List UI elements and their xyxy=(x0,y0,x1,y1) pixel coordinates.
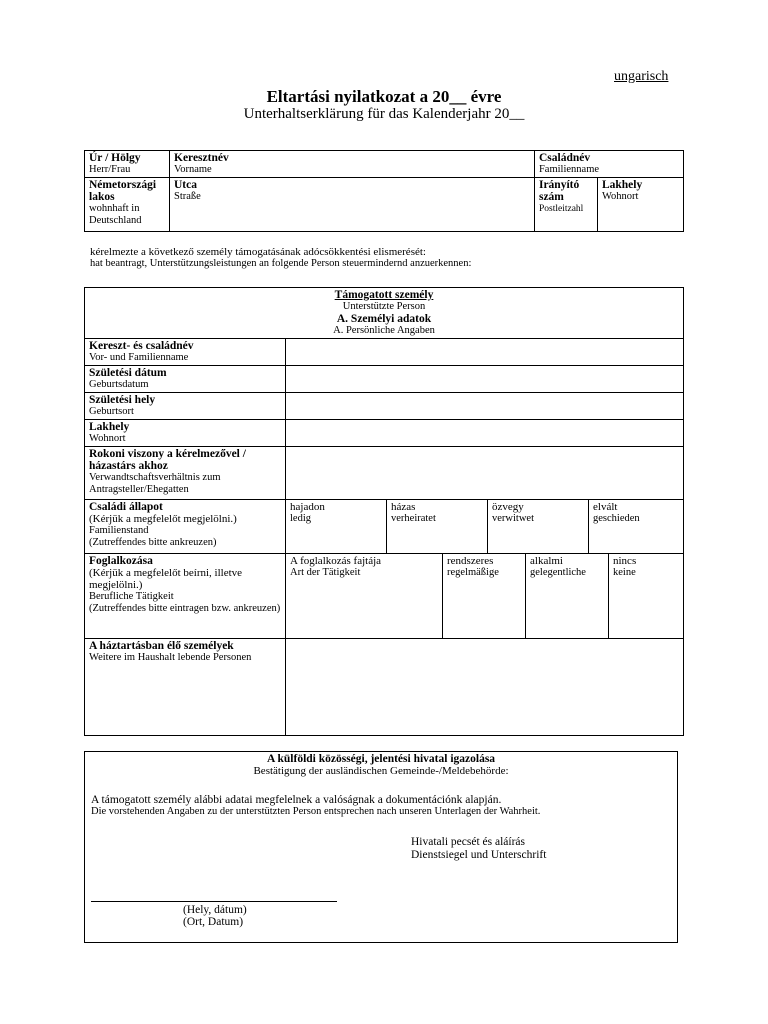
seal-label-hu: Hivatali pecsét és aláírás xyxy=(411,836,525,848)
row-label-de: Vor- und Familienname xyxy=(89,352,189,363)
place-date-label-de: (Ort, Datum) xyxy=(183,916,244,928)
row-label-name xyxy=(85,339,286,366)
option-label-hu: házas xyxy=(391,501,416,513)
marital-option-widowed[interactable] xyxy=(488,500,589,554)
resident-label-de: wohnhaft in Deutschland xyxy=(89,203,142,226)
applicant-table xyxy=(84,150,684,232)
option-label-de: gelegentliche xyxy=(530,567,586,578)
occupation-type-field[interactable] xyxy=(286,554,443,638)
title-label-de: Herr/Frau xyxy=(89,164,131,175)
option-label-de: keine xyxy=(613,567,636,578)
resident-cell xyxy=(85,178,170,232)
row-label-birthdate xyxy=(85,366,286,393)
row-label-residence xyxy=(85,420,286,447)
row-label-hu: Kereszt- és családnév xyxy=(89,340,194,352)
intro-text xyxy=(90,246,471,270)
place-date-label-hu: (Hely, dátum) xyxy=(183,904,247,916)
marital-hint-hu: (Kérjük a megfelelőt megjelölni.) xyxy=(89,513,237,525)
option-label-de: verwitwet xyxy=(492,513,534,524)
row-label-birthplace xyxy=(85,393,286,420)
section-a-hu: A. Személyi adatok xyxy=(336,313,432,325)
city-cell[interactable] xyxy=(597,178,683,232)
field-birthplace[interactable] xyxy=(286,393,684,420)
page-subtitle: Unterhaltserklärung für das Kalenderjahr 20__ xyxy=(243,106,525,122)
firstname-label-hu: Keresztnév xyxy=(174,152,229,164)
title-cell[interactable] xyxy=(85,151,170,178)
row-label-marital xyxy=(85,500,286,554)
field-household[interactable] xyxy=(286,639,684,736)
language-label: ungarisch xyxy=(614,69,669,84)
marital-option-single[interactable] xyxy=(286,500,387,554)
occupation-option-occasional[interactable] xyxy=(526,554,609,638)
firstname-label-de: Vorname xyxy=(174,164,212,175)
confirmation-heading-de: Bestätigung der ausländischen Gemeinde-/Meldebehörde: xyxy=(253,765,509,777)
supported-person-table xyxy=(84,287,684,736)
row-label-de: Geburtsort xyxy=(89,406,134,417)
marital-label-hu: Családi állapot xyxy=(89,501,163,513)
firstname-cell[interactable] xyxy=(170,151,535,178)
household-label-hu: A háztartásban élő személyek xyxy=(89,640,234,652)
supported-heading-de: Unterstützte Person xyxy=(342,301,426,312)
street-label-hu: Utca xyxy=(174,179,197,191)
option-label-de: verheiratet xyxy=(391,513,436,524)
option-label-hu: hajadon xyxy=(290,501,325,513)
occupation-options xyxy=(286,554,684,639)
option-label-hu: özvegy xyxy=(492,501,524,513)
zip-label-hu: Irányító szám xyxy=(538,179,580,203)
intro-hu: kérelmezte a következő személy támogatásának adócsökkentési elismerését: xyxy=(90,246,426,258)
marital-option-divorced[interactable] xyxy=(589,500,684,554)
row-label-de: Wohnort xyxy=(89,433,126,444)
row-label-de: Verwandtschaftsverhältnis zum Antragsteller/Ehegatten xyxy=(89,472,221,495)
signature-line[interactable] xyxy=(91,901,337,902)
row-label-hu: Születési hely xyxy=(89,394,156,406)
confirmation-text-hu: A támogatott személy alábbi adatai megfelelnek a valóságnak a dokumentációnk alapján. xyxy=(91,794,502,806)
option-label-de: ledig xyxy=(290,513,311,524)
option-label-hu: rendszeres xyxy=(447,555,494,567)
row-label-relationship xyxy=(85,447,286,500)
street-cell[interactable] xyxy=(170,178,535,232)
resident-label-hu: Németországi lakos xyxy=(89,179,157,203)
row-label-hu: Rokoni viszony a kérelmezővel / házastárs akhoz xyxy=(89,448,246,472)
option-label-hu: nincs xyxy=(613,555,637,567)
field-birthdate[interactable] xyxy=(286,366,684,393)
section-a-de: A. Persönliche Angaben xyxy=(333,325,435,336)
field-residence[interactable] xyxy=(286,420,684,447)
title-label-hu: Úr / Hölgy xyxy=(89,152,141,164)
city-label-hu: Lakhely xyxy=(601,179,643,191)
option-label-hu: elvált xyxy=(593,501,618,513)
option-label-de: Art der Tätigkeit xyxy=(290,567,361,578)
occupation-label-de: Berufliche Tätigkeit xyxy=(89,591,174,602)
marital-label-de: Familienstand xyxy=(89,525,149,536)
authority-confirmation-box xyxy=(84,751,678,943)
option-label-hu: A foglalkozás fajtája xyxy=(290,555,382,567)
confirmation-text-de: Die vorstehenden Angaben zu der unterstützten Person entsprechen nach unseren Unterlagen der Wahrheit. xyxy=(91,806,541,817)
field-full-name[interactable] xyxy=(286,339,684,366)
occupation-option-regular[interactable] xyxy=(443,554,526,638)
marital-option-married[interactable] xyxy=(387,500,488,554)
intro-de: hat beantragt, Unterstützungsleistungen an folgende Person steuermindernd anzuerkennen: xyxy=(90,258,472,269)
marital-hint-de: (Zutreffendes bitte ankreuzen) xyxy=(89,537,217,548)
surname-label-hu: Családnév xyxy=(538,152,591,164)
row-label-de: Geburtsdatum xyxy=(89,379,149,390)
option-label-de: regelmäßige xyxy=(447,567,499,578)
page-title: Eltartási nyilatkozat a 20__ évre xyxy=(266,87,502,106)
supported-header xyxy=(85,288,684,339)
field-relationship[interactable] xyxy=(286,447,684,500)
row-label-household xyxy=(85,639,286,736)
street-label-de: Straße xyxy=(174,191,201,202)
confirmation-heading-hu: A külföldi közösségi, jelentési hivatal igazolása xyxy=(266,753,496,765)
supported-heading-hu: Támogatott személy xyxy=(334,289,434,301)
row-label-hu: Lakhely xyxy=(89,421,130,433)
option-label-hu: alkalmi xyxy=(530,555,563,567)
row-label-hu: Születési dátum xyxy=(89,367,167,379)
surname-cell[interactable] xyxy=(534,151,683,178)
row-label-occupation xyxy=(85,554,286,639)
occupation-option-none[interactable] xyxy=(609,554,684,638)
zip-label-de: Postleitzahl xyxy=(538,204,584,214)
occupation-label-hu: Foglalkozása xyxy=(89,555,153,567)
city-label-de: Wohnort xyxy=(601,191,639,202)
surname-label-de: Familienname xyxy=(538,164,600,175)
seal-label-de: Dienstsiegel und Unterschrift xyxy=(411,849,547,861)
household-label-de: Weitere im Haushalt lebende Personen xyxy=(89,652,252,663)
occupation-hint-de: (Zutreffendes bitte eintragen bzw. ankreuzen) xyxy=(89,603,281,614)
occupation-hint-hu: (Kérjük a megfelelőt beírni, illetve megjelölni.) xyxy=(89,567,243,591)
zip-cell[interactable] xyxy=(534,178,597,232)
option-label-de: geschieden xyxy=(593,513,640,524)
